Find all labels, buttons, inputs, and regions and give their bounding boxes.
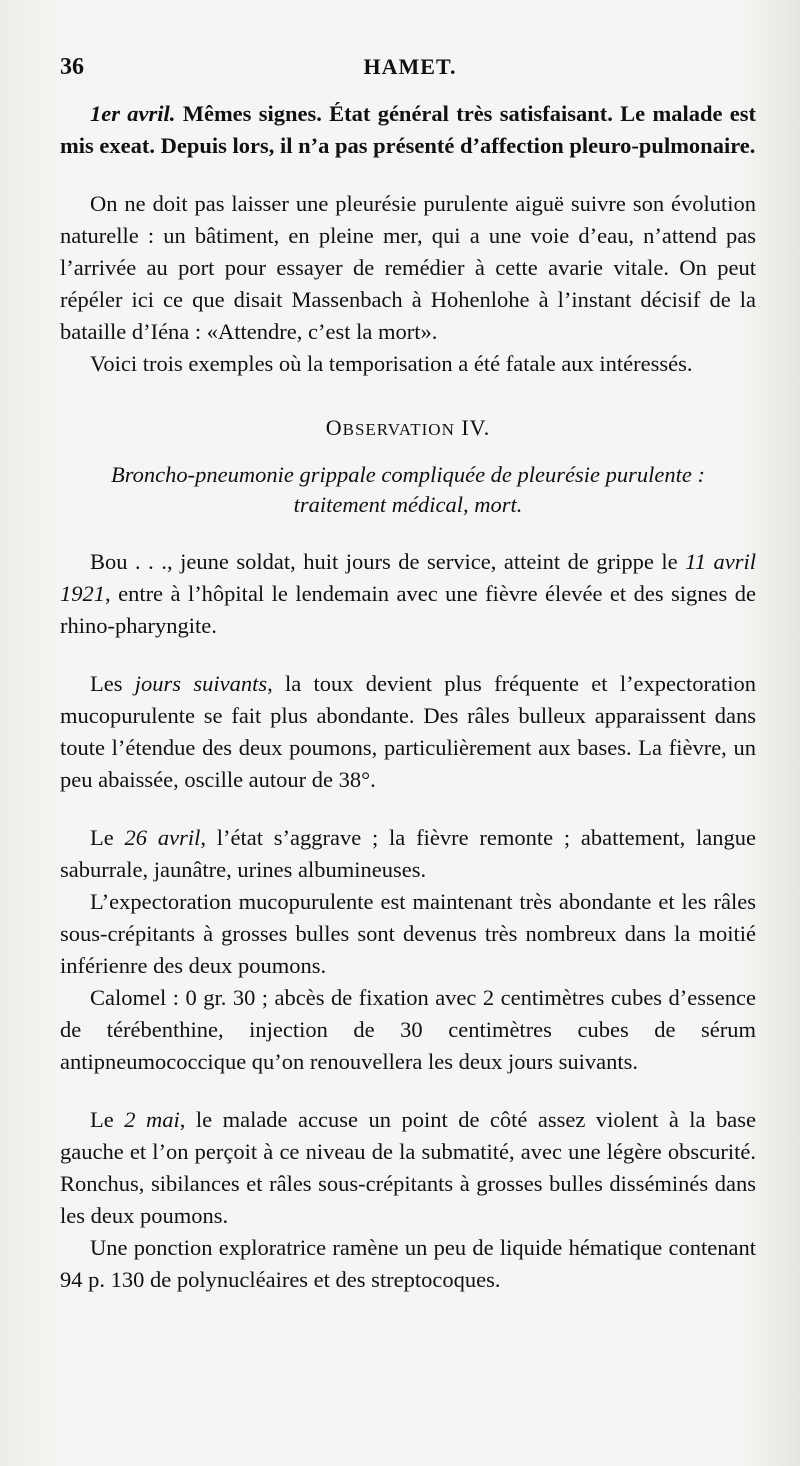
observation-subtitle-line2: traitement médical, mort. bbox=[293, 492, 523, 517]
paragraph-following-days: Les jours suivants, la toux devient plus fréquente et l’expectoration mucopurulente se fait plus abondante. Des râles bulleux apparaissent dans toute l’étendue des deux poumons, particulièrement aux bases. La fièvre, un peu abaissée, oscille autour de 38°. bbox=[60, 671, 757, 792]
page-number: 36 bbox=[60, 54, 84, 80]
date-april-11: 11 avril 1921 bbox=[60, 549, 757, 606]
date-april-1: 1er avril. bbox=[90, 101, 176, 126]
observation-subtitle bbox=[60, 460, 756, 520]
paragraph-april-26: Le 26 avril, l’état s’aggrave ; la fièvre remonte ; abattement, langue saburrale, jaunâtre, urines albumineuses. bbox=[60, 825, 757, 882]
paragraph-examples-intro: Voici trois exemples où la temporisation a été fatale aux intéressés. bbox=[90, 351, 693, 376]
paragraph-admission: Bou . . ., jeune soldat, huit jours de service, atteint de grippe le 11 avril 1921, entre à l’hôpital le lendemain avec une fièvre élevée et des signes de rhino-pharyngite. bbox=[60, 549, 757, 638]
page-header bbox=[60, 54, 760, 90]
observation-subtitle-line1: Broncho-pneumonie grippale compliquée de pleurésie purulente : bbox=[110, 462, 705, 487]
paragraph-treatment: Calomel : 0 gr. 30 ; abcès de fixation avec 2 centimètres cubes d’essence de térébenthine, injection de 30 centimètres cubes de sérum antipneumococcique qu’on renouvellera les deux jours suivants. bbox=[60, 985, 756, 1074]
emphasis-following-days: jours suivants bbox=[134, 671, 268, 696]
paragraph-expectoration: L’expectoration mucopurulente est maintenant très abondante et les râles sous-crépitants à grosses bulles sont devenus très nombreux dans la moitié inférienre des deux poumons. bbox=[60, 889, 756, 978]
paragraph-may-2: Le 2 mai, le malade accuse un point de côté assez violent à la base gauche et l’on perçoit à ce niveau de la submatité, avec une légère obscurité. Ronchus, sibilances et râles sous-crépitants à grosses bulles disséminés dans les deux poumons. bbox=[60, 1107, 757, 1228]
page-body bbox=[60, 98, 756, 1296]
paragraph-puncture: Une ponction exploratrice ramène un peu de liquide hématique contenant 94 p. 130 de polynucléaires et des streptocoques. bbox=[60, 1235, 756, 1292]
paragraph-april-1-text: Mêmes signes. État général très satisfaisant. Le malade est mis exeat. Depuis lors, il n’a pas présenté d’affection pleuro-pulmonaire. bbox=[60, 101, 756, 158]
paragraph-april-1 bbox=[60, 98, 756, 162]
observation-title: OBSERVATION IV. bbox=[325, 415, 491, 440]
date-may-2: 2 mai bbox=[124, 1107, 180, 1132]
paragraph-pleurisy-argument: On ne doit pas laisser une pleurésie purulente aiguë suivre son évolution naturelle : un bâtiment, en pleine mer, qui a une voie d’eau, n’attend pas l’arrivée au port pour essayer de remédier à cette avarie vitale. On peut répéler ici ce que disait Massenbach à Hohenlohe à l’instant décisif de la bataille d’Iéna : «Attendre, c’est la mort». bbox=[60, 191, 756, 344]
running-head: HAMET. bbox=[363, 54, 457, 79]
date-april-26: 26 avril bbox=[124, 825, 201, 850]
